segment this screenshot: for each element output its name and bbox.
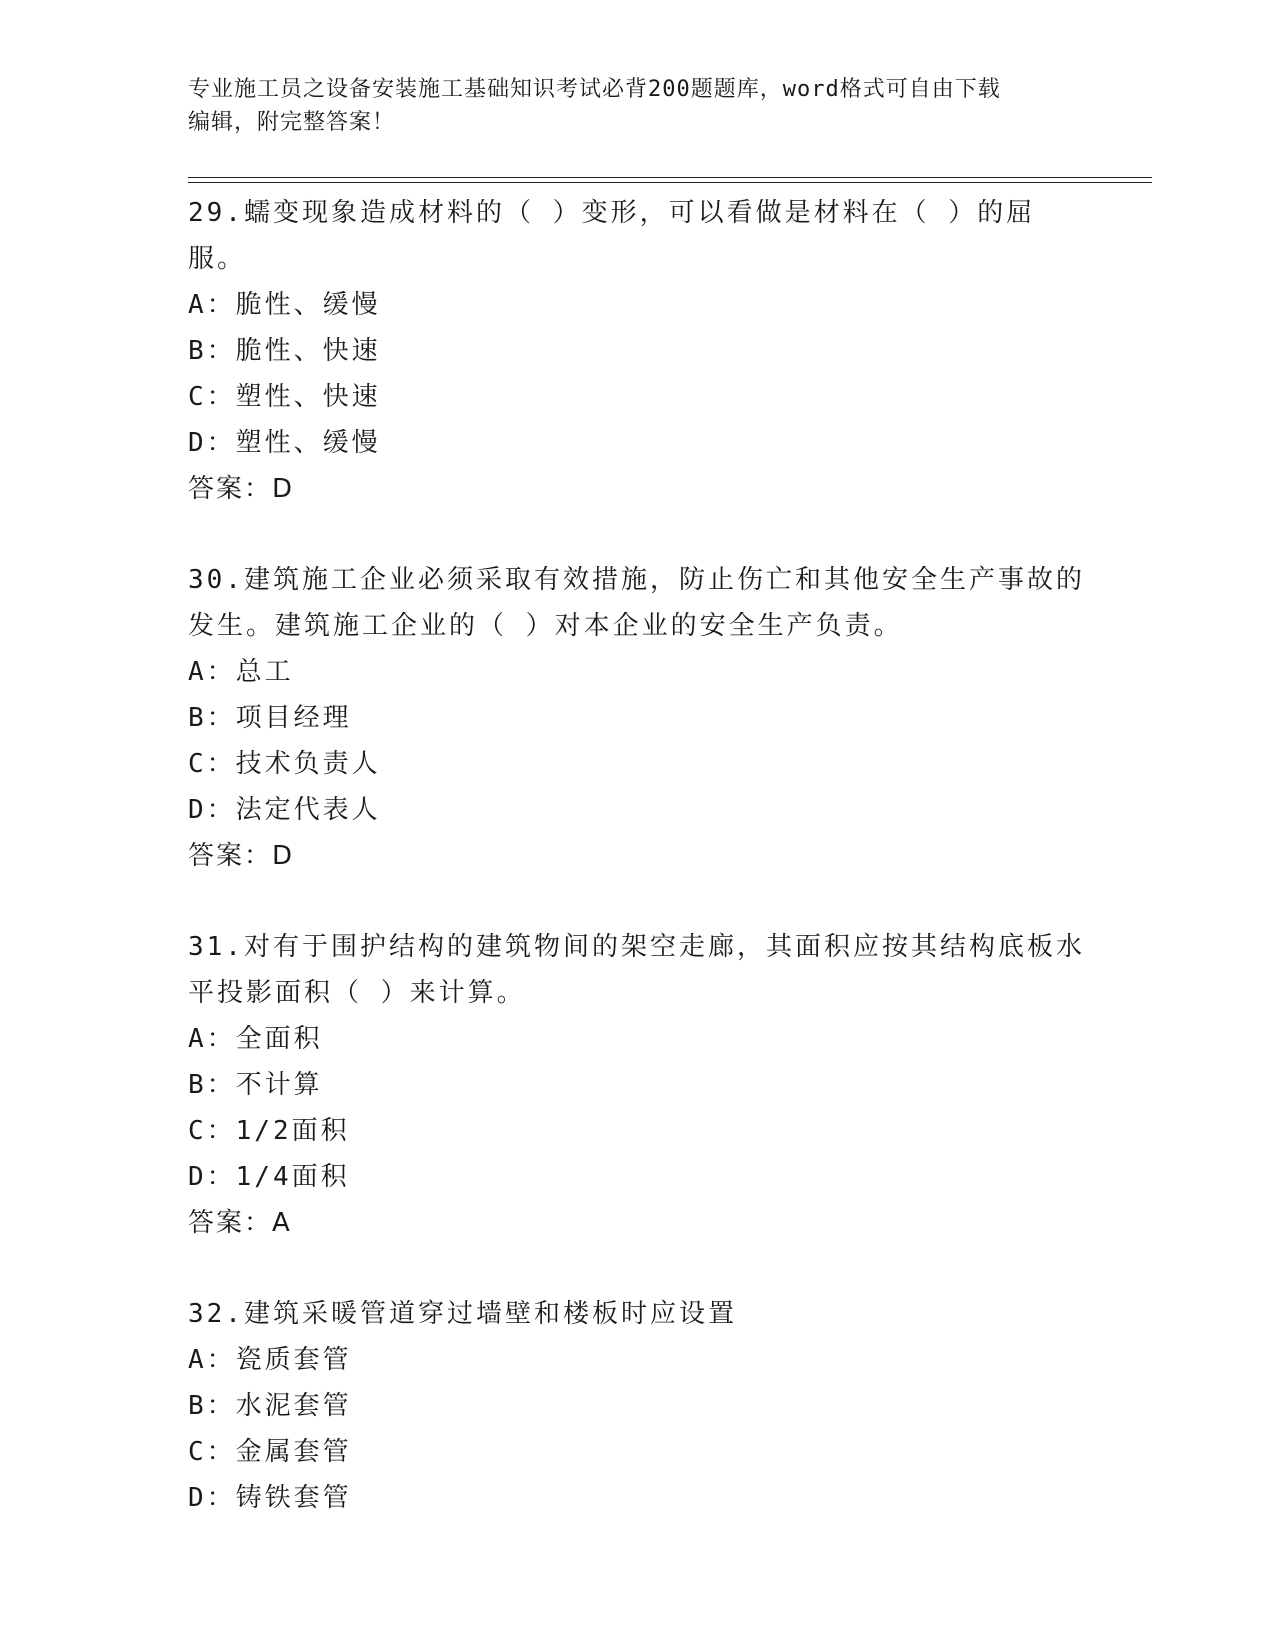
option-d: D：1/4面积 <box>188 1162 350 1192</box>
option-c: C：塑性、快速 <box>188 382 381 412</box>
question-text: 32.建筑采暖管道穿过墙壁和楼板时应设置 <box>188 1299 737 1329</box>
option-d: D：法定代表人 <box>188 795 381 825</box>
option-b: B：脆性、快速 <box>188 336 381 366</box>
option-a: A：全面积 <box>188 1024 323 1054</box>
option-a: A：总工 <box>188 657 294 687</box>
option-b: B：项目经理 <box>188 703 352 733</box>
option-d: D：铸铁套管 <box>188 1483 352 1513</box>
header-divider-top <box>188 177 1152 178</box>
header-line-1: 专业施工员之设备安装施工基础知识考试必背200题题库，word格式可自由下载 <box>188 77 1001 102</box>
option-a: A：瓷质套管 <box>188 1345 352 1375</box>
document-header <box>188 73 1088 139</box>
option-b: B：不计算 <box>188 1070 323 1100</box>
option-a: A：脆性、缓慢 <box>188 290 381 320</box>
option-c: C：1/2面积 <box>188 1116 350 1146</box>
header-line-2: 编辑，附完整答案！ <box>188 110 396 135</box>
header-divider-bottom <box>188 182 1152 183</box>
option-c: C：技术负责人 <box>188 749 381 779</box>
option-b: B：水泥套管 <box>188 1391 352 1421</box>
answer: 答案：D <box>188 841 295 871</box>
answer: 答案：D <box>188 474 295 504</box>
question-31 <box>188 924 1088 1246</box>
question-text: 31.对有于围护结构的建筑物间的架空走廊，其面积应按其结构底板水平投影面积（ ）来计算。 <box>188 932 1085 1008</box>
question-text: 30.建筑施工企业必须采取有效措施，防止伤亡和其他安全生产事故的发生。建筑施工企业的（ ）对本企业的安全生产负责。 <box>188 565 1085 641</box>
question-list <box>188 190 1088 1521</box>
question-32 <box>188 1291 1088 1521</box>
question-29 <box>188 190 1088 512</box>
option-c: C：金属套管 <box>188 1437 352 1467</box>
option-d: D：塑性、缓慢 <box>188 428 381 458</box>
answer: 答案：A <box>188 1208 292 1238</box>
question-30 <box>188 557 1088 879</box>
question-text: 29.蠕变现象造成材料的（ ）变形，可以看做是材料在（ ）的屈服。 <box>188 198 1036 274</box>
